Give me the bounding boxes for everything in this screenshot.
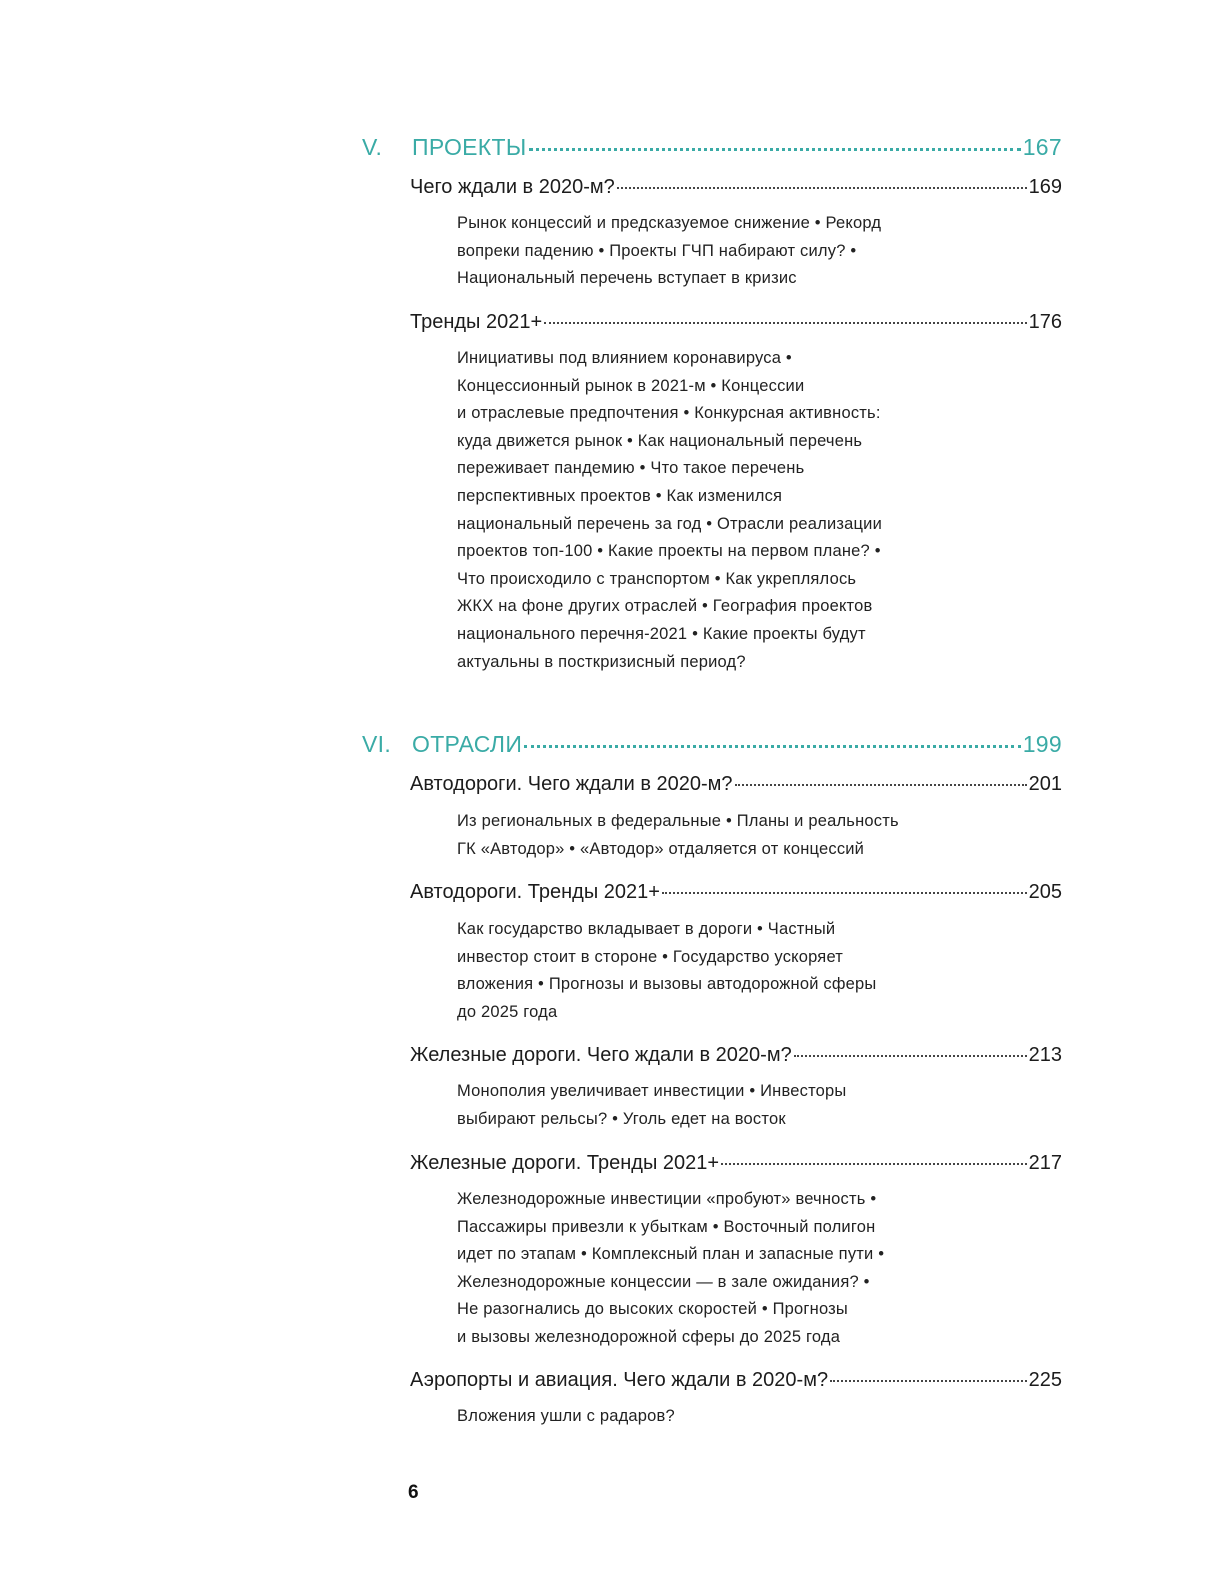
dot-leader (544, 322, 1026, 324)
section-number: V. (362, 134, 383, 160)
toc-entry-vi-1[interactable] (410, 773, 1062, 799)
section-title: ПРОЕКТЫ (412, 134, 527, 160)
entry-title: Тренды 2021+ (410, 311, 543, 333)
dot-leader (794, 1055, 1027, 1057)
dot-leader (830, 1380, 1027, 1382)
entry-description: Железнодорожные инвестиции «пробуют» вечность • Пассажиры привезли к убыткам • Восточный полигон идет по этапам • Комплексный план и запасные пути • Железнодорожные концессии — в зале ожидания? • Не разогнались до высоких скоростей • Прогнозы и вызовы железнодорожной сферы до 2025 года (457, 1190, 885, 1346)
entry-page: 213 (1028, 1044, 1062, 1066)
entry-page: 176 (1028, 311, 1062, 333)
entry-title: Аэропорты и авиация. Чего ждали в 2020-м? (410, 1369, 829, 1391)
toc-section-vi[interactable] (362, 731, 1062, 763)
page-number: 6 (408, 1482, 419, 1503)
toc-entry-vi-5[interactable] (410, 1369, 1062, 1395)
entry-title: Чего ждали в 2020-м? (410, 176, 615, 198)
toc-entry-vi-3[interactable] (410, 1044, 1062, 1070)
section-title: ОТРАСЛИ (412, 731, 523, 757)
dot-leader (721, 1163, 1027, 1165)
entry-description: Как государство вкладывает в дороги • Частный инвестор стоит в стороне • Государство ускоряет вложения • Прогнозы и вызовы автодорожной сферы до 2025 года (457, 920, 877, 1021)
entry-title: Автодороги. Тренды 2021+ (410, 881, 660, 903)
entry-page: 205 (1028, 881, 1062, 903)
dot-leader (529, 148, 1021, 151)
section-page: 167 (1022, 134, 1062, 160)
dot-leader (735, 784, 1027, 786)
toc-entry-v-2[interactable] (410, 311, 1062, 337)
entry-description: Из региональных в федеральные • Планы и реальность ГК «Автодор» • «Автодор» отдаляется от концессий (457, 812, 899, 858)
toc-entry-vi-2[interactable] (410, 881, 1062, 907)
entry-description: Рынок концессий и предсказуемое снижение • Рекорд вопреки падению • Проекты ГЧП набирают силу? • Национальный перечень вступает в кризис (457, 214, 882, 288)
toc-entry-v-1[interactable] (410, 176, 1062, 202)
entry-title: Автодороги. Чего ждали в 2020-м? (410, 773, 733, 795)
entry-description: Монополия увеличивает инвестиции • Инвесторы выбирают рельсы? • Уголь едет на восток (457, 1082, 847, 1128)
entry-description: Вложения ушли с радаров? (457, 1407, 675, 1425)
dot-leader (617, 187, 1027, 189)
entry-page: 169 (1028, 176, 1062, 198)
entry-page: 217 (1028, 1152, 1062, 1174)
entry-page: 201 (1028, 773, 1062, 795)
entry-title: Железные дороги. Чего ждали в 2020-м? (410, 1044, 792, 1066)
dot-leader (524, 745, 1021, 748)
toc-entry-vi-4[interactable] (410, 1152, 1062, 1178)
dot-leader (662, 892, 1027, 894)
section-page: 199 (1022, 731, 1062, 757)
entry-description: Инициативы под влиянием коронавируса • Концессионный рынок в 2021-м • Концессии и отраслевые предпочтения • Конкурсная активность: куда движется рынок • Как национальный перечень переживает пандемию • Что такое перечень перспективных проектов • Как изменился национальный перечень за год • Отрасли реализации проектов топ-100 • Какие проекты на первом плане? • Что происходило с транспортом • Как укреплялось ЖКХ на фоне других отраслей • География проектов национального перечня-2021 • Какие проекты будут актуальны в посткризисный период? (457, 349, 882, 671)
section-number: VI. (362, 731, 392, 757)
toc-section-v[interactable] (362, 134, 1062, 166)
entry-title: Железные дороги. Тренды 2021+ (410, 1152, 720, 1174)
entry-page: 225 (1028, 1369, 1062, 1391)
